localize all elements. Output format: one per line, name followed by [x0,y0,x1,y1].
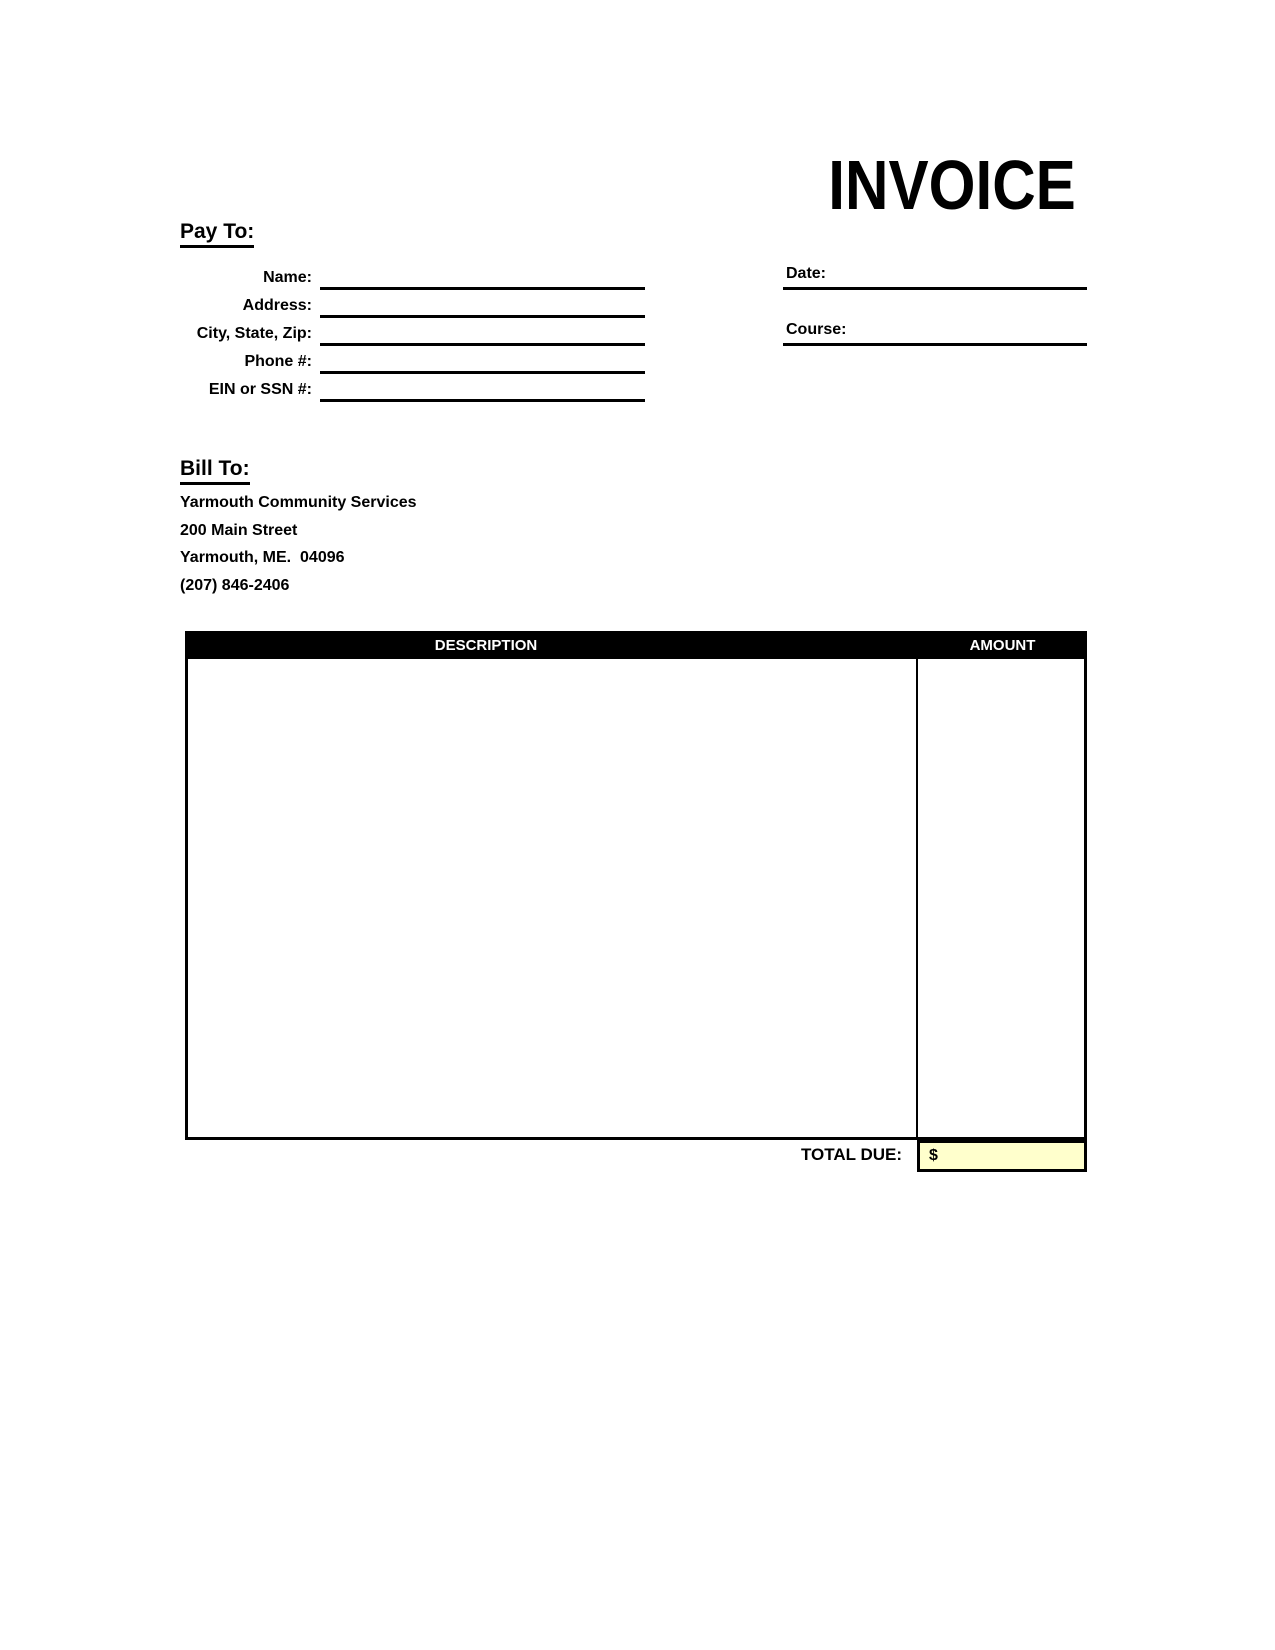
total-row [185,1140,1087,1172]
total-due-label: TOTAL DUE: [800,1145,902,1164]
total-due-input[interactable] [917,1140,1087,1172]
ein-ssn-field-label: EIN or SSN #: [208,381,312,398]
description-cell[interactable] [188,659,918,1137]
pay-to-row-address [180,290,645,318]
city-state-zip-field-label: City, State, Zip: [196,325,312,342]
phone-field-label: Phone #: [244,353,312,370]
meta-fields [783,262,1087,374]
pay-to-row-phone [180,346,645,374]
address-field-label: Address: [242,297,312,314]
bill-to-street: 200 Main Street [180,521,298,539]
pay-to-fields [180,262,645,402]
description-column-header: DESCRIPTION [434,636,538,654]
date-row [783,262,1087,290]
bill-to-city-state-zip: Yarmouth, ME. 04096 [180,549,345,566]
pay-to-row-city-state-zip [180,318,645,346]
name-field-label: Name: [263,269,312,286]
bill-to-address-block [180,489,417,599]
line-items-table [185,631,1087,1172]
bill-to-phone: (207) 846-2406 [180,576,290,594]
pay-to-row-ein-ssn [180,374,645,402]
course-field-label: Course: [786,321,847,338]
address-field-input[interactable] [320,290,645,318]
currency-symbol: $ [929,1147,938,1164]
phone-field-input[interactable] [320,346,645,374]
city-state-zip-field-input[interactable] [320,318,645,346]
bill-to-heading [180,457,250,485]
pay-to-heading-label: Pay To: [180,220,254,248]
name-field-input[interactable] [320,262,645,290]
date-field-label: Date: [786,265,827,282]
amount-cell[interactable] [918,659,1084,1137]
course-row [783,318,1087,346]
amount-column-header: AMOUNT [969,636,1036,654]
table-header-row [185,631,1087,659]
bill-to-heading-label: Bill To: [180,457,250,485]
ein-ssn-field-input[interactable] [320,374,645,402]
pay-to-heading [180,220,254,248]
page-title: INVOICE [828,146,1076,224]
bill-to-company: Yarmouth Community Services [180,494,417,511]
table-body-row [185,659,1087,1140]
pay-to-row-name [180,262,645,290]
